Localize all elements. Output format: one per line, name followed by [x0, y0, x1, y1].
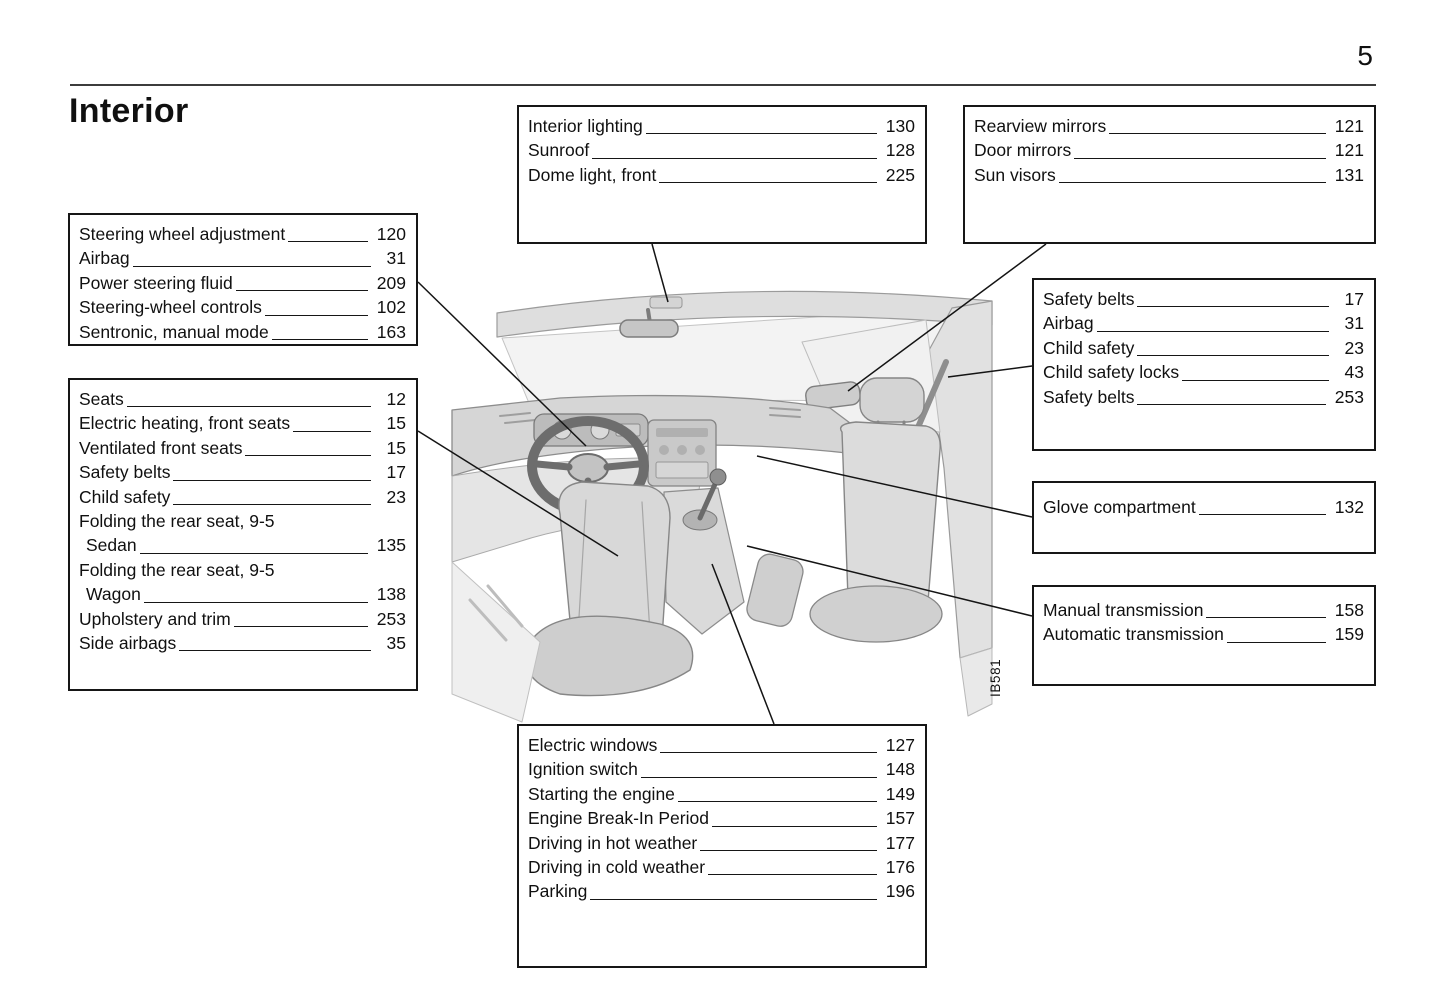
figure-code: IB581 — [988, 658, 1003, 697]
index-entry — [1043, 385, 1364, 409]
index-entry — [79, 509, 406, 533]
entry-page: 31 — [386, 248, 406, 269]
entry-leader — [678, 801, 877, 802]
index-entry — [79, 387, 406, 411]
index-entry — [1043, 495, 1364, 519]
entry-label: Interior lighting — [528, 116, 643, 136]
index-entry — [528, 163, 915, 187]
index-entry — [1043, 598, 1364, 622]
entry-leader — [646, 133, 877, 134]
entry-label: Engine Break-In Period — [528, 808, 709, 829]
entry-page: 196 — [885, 881, 915, 902]
entry-leader — [127, 406, 371, 407]
entry-page: 225 — [885, 164, 915, 185]
index-entry — [974, 138, 1364, 162]
entry-label: Parking — [528, 881, 588, 902]
stack-panel — [656, 462, 708, 478]
entry-label: Airbag — [1043, 313, 1094, 334]
entry-label: Folding the rear seat, 9-5 — [79, 559, 275, 580]
entry-leader — [179, 650, 371, 651]
index-rows — [528, 733, 915, 904]
floor-panel — [452, 562, 540, 722]
car-interior-illustration — [452, 291, 992, 722]
stack-display — [656, 428, 708, 437]
entry-leader — [592, 158, 877, 159]
index-box-glove-compartment — [1032, 481, 1376, 554]
index-box-steering — [68, 213, 418, 346]
index-entry — [79, 558, 406, 582]
index-entry — [974, 163, 1364, 187]
entry-leader — [288, 241, 368, 242]
entry-leader — [272, 339, 368, 340]
entry-page: 177 — [885, 832, 915, 853]
entry-page: 176 — [885, 857, 915, 878]
index-entry — [528, 879, 915, 903]
entry-label: Safety belts — [1043, 289, 1135, 309]
entry-page: 253 — [1334, 386, 1364, 407]
entry-label: Seats — [79, 389, 124, 409]
entry-leader — [1182, 380, 1329, 381]
index-entry — [1043, 287, 1364, 311]
entry-page: 135 — [376, 535, 406, 556]
index-rows — [1043, 495, 1364, 519]
entry-leader — [590, 899, 876, 900]
entry-leader — [1137, 404, 1325, 405]
entry-label: Glove compartment — [1043, 497, 1196, 517]
passenger-seat-back — [841, 422, 941, 602]
index-entry — [79, 271, 406, 295]
entry-page: 102 — [376, 297, 406, 318]
entry-page: 15 — [386, 437, 406, 458]
stack-knob-3 — [695, 445, 705, 455]
entry-leader — [1097, 331, 1329, 332]
index-entry — [974, 114, 1364, 138]
index-entry — [528, 855, 915, 879]
entry-label: Side airbags — [79, 633, 177, 654]
entry-leader — [1074, 158, 1326, 159]
index-rows — [1043, 598, 1364, 647]
entry-label: Upholstery and trim — [79, 608, 231, 629]
index-entry — [1043, 360, 1364, 384]
entry-label: Folding the rear seat, 9-5 — [79, 511, 275, 532]
entry-label: Airbag — [79, 248, 130, 269]
index-box-safety-belts — [1032, 278, 1376, 451]
entry-label: Safety belts — [79, 462, 171, 483]
entry-label: Power steering fluid — [79, 272, 233, 293]
index-box-mirrors — [963, 105, 1376, 244]
entry-leader — [236, 290, 368, 291]
entry-page: 130 — [885, 116, 915, 136]
entry-page: 15 — [386, 413, 406, 434]
index-entry — [79, 631, 406, 655]
entry-page: 23 — [386, 486, 406, 507]
index-entry — [79, 607, 406, 631]
index-entry — [528, 757, 915, 781]
index-entry — [1043, 622, 1364, 646]
entry-page: 157 — [885, 808, 915, 829]
entry-page: 131 — [1334, 164, 1364, 185]
entry-label: Sunroof — [528, 140, 590, 161]
entry-leader — [173, 480, 371, 481]
page-title: Interior — [69, 92, 189, 130]
index-rows — [974, 114, 1364, 187]
entry-label: Wagon — [86, 584, 141, 605]
entry-leader — [660, 752, 876, 753]
index-entry — [528, 733, 915, 757]
driver-seat-cushion — [526, 616, 693, 695]
entry-page: 148 — [885, 759, 915, 780]
index-entry — [528, 831, 915, 855]
index-entry — [1043, 311, 1364, 335]
entry-leader — [144, 602, 368, 603]
entry-label: Sun visors — [974, 164, 1056, 185]
entry-leader — [700, 850, 877, 851]
entry-page: 132 — [1334, 497, 1364, 517]
index-entry — [79, 222, 406, 246]
index-rows — [79, 222, 406, 344]
entry-page: 121 — [1334, 116, 1364, 136]
index-box-interior-lighting — [517, 105, 927, 244]
entry-label: Child safety — [79, 486, 171, 507]
entry-page: 120 — [376, 224, 406, 244]
index-box-seats — [68, 378, 418, 691]
entry-leader — [133, 266, 371, 267]
dome-light — [650, 297, 682, 308]
entry-page: 35 — [386, 633, 406, 654]
page-number: 5 — [1357, 40, 1373, 71]
index-entry — [79, 411, 406, 435]
entry-page: 149 — [885, 783, 915, 804]
entry-leader — [293, 431, 371, 432]
index-entry — [528, 806, 915, 830]
entry-leader — [140, 553, 368, 554]
entry-label: Safety belts — [1043, 386, 1135, 407]
entry-label: Driving in cold weather — [528, 857, 706, 878]
entry-page: 127 — [885, 735, 915, 755]
entry-page: 121 — [1334, 140, 1364, 161]
entry-page: 163 — [376, 321, 406, 342]
entry-label: Electric windows — [528, 735, 658, 755]
entry-label: Electric heating, front seats — [79, 413, 291, 434]
index-entry — [79, 295, 406, 319]
entry-leader — [245, 455, 371, 456]
entry-label: Automatic transmission — [1043, 624, 1224, 645]
entry-leader — [659, 182, 876, 183]
index-entry — [79, 485, 406, 509]
index-rows — [79, 387, 406, 655]
entry-page: 17 — [1344, 289, 1364, 309]
stack-knob-2 — [677, 445, 687, 455]
entry-page: 23 — [1344, 337, 1364, 358]
index-entry — [79, 320, 406, 344]
entry-leader — [1199, 514, 1326, 515]
entry-label: Steering wheel adjustment — [79, 224, 286, 244]
entry-label: Rearview mirrors — [974, 116, 1107, 136]
gear-knob — [710, 469, 726, 485]
entry-label: Ventilated front seats — [79, 437, 243, 458]
passenger-seat-cushion — [810, 586, 942, 642]
entry-page: 31 — [1344, 313, 1364, 334]
entry-leader — [1109, 133, 1326, 134]
entry-leader — [234, 626, 368, 627]
passenger-headrest — [860, 378, 924, 422]
entry-page: 12 — [386, 389, 406, 409]
entry-label: Steering-wheel controls — [79, 297, 262, 318]
entry-page: 138 — [376, 584, 406, 605]
entry-page: 253 — [376, 608, 406, 629]
entry-leader — [1059, 182, 1326, 183]
index-entry — [79, 460, 406, 484]
entry-label: Driving in hot weather — [528, 832, 698, 853]
entry-label: Door mirrors — [974, 140, 1072, 161]
entry-page: 158 — [1334, 600, 1364, 620]
entry-page: 209 — [376, 272, 406, 293]
entry-label: Dome light, front — [528, 164, 657, 185]
entry-label: Sedan — [86, 535, 137, 556]
index-entry — [79, 533, 406, 557]
index-box-driving — [517, 724, 927, 968]
index-rows — [528, 114, 915, 187]
entry-leader — [1227, 642, 1326, 643]
index-entry — [528, 114, 915, 138]
entry-label: Starting the engine — [528, 783, 675, 804]
entry-leader — [641, 777, 877, 778]
rearview-mirror — [620, 320, 678, 337]
index-entry — [1043, 336, 1364, 360]
entry-label: Child safety locks — [1043, 362, 1180, 383]
entry-leader — [712, 826, 877, 827]
connector-interior-lighting — [652, 244, 668, 302]
entry-page: 128 — [885, 140, 915, 161]
index-box-transmission — [1032, 585, 1376, 686]
stack-knob-1 — [659, 445, 669, 455]
entry-leader — [708, 874, 877, 875]
index-entry — [79, 582, 406, 606]
index-entry — [528, 782, 915, 806]
entry-label: Sentronic, manual mode — [79, 321, 269, 342]
entry-page: 17 — [386, 462, 406, 483]
entry-page: 159 — [1334, 624, 1364, 645]
index-rows — [1043, 287, 1364, 409]
index-entry — [79, 436, 406, 460]
entry-leader — [1137, 355, 1329, 356]
index-entry — [79, 246, 406, 270]
index-entry — [528, 138, 915, 162]
entry-leader — [1206, 617, 1325, 618]
entry-leader — [173, 504, 371, 505]
entry-leader — [265, 315, 368, 316]
entry-leader — [1137, 306, 1329, 307]
entry-label: Child safety — [1043, 337, 1135, 358]
armrest — [744, 552, 805, 629]
entry-label: Ignition switch — [528, 759, 638, 780]
entry-label: Manual transmission — [1043, 600, 1204, 620]
entry-page: 43 — [1344, 362, 1364, 383]
